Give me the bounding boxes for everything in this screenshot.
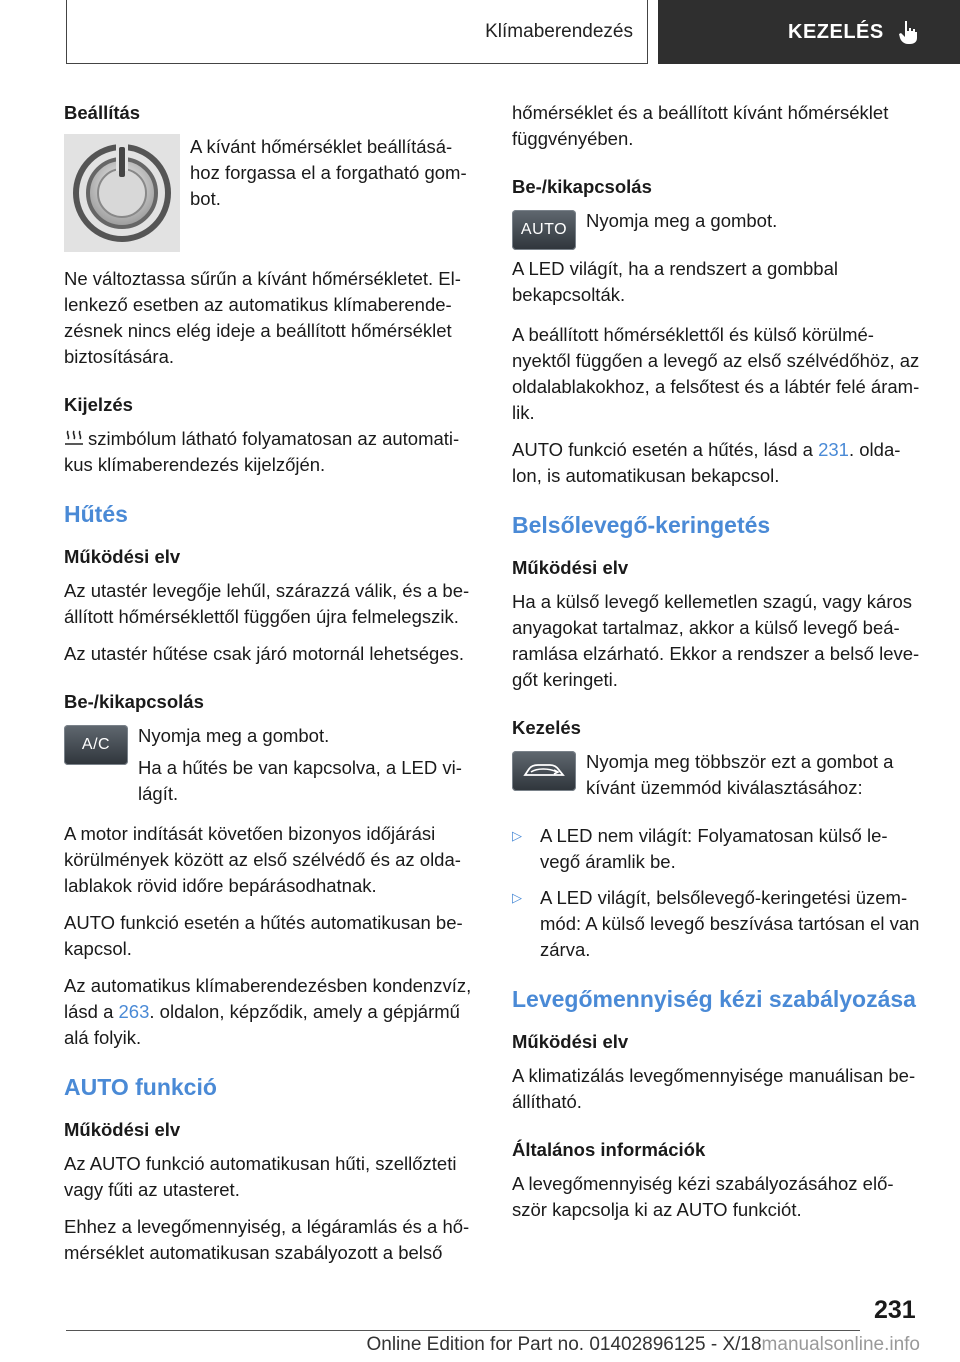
right-column — [512, 100, 926, 1234]
auto-paragraph-2: Ehhez a levegőmennyiség, a légáramlás és a hő-mérséklet automatikusan szabályozott a belső — [64, 1216, 470, 1263]
auto-paragraph-3: hőmérséklet és a beállított kívánt hőmérséklet függvényében. — [512, 102, 889, 149]
cooling-paragraph-3: A motor indítását követően bizonyos időjárási körülmények között az első szélvédő és az olda-lablakok rövid időre bepárásodhatnak. — [64, 823, 461, 896]
heading-principle-manual: Működési elv — [512, 1031, 629, 1052]
auto-p5-b: . olda-lon, is automatikusan bekapcsol. — [512, 439, 901, 486]
manual-paragraph-2: A levegőmennyiség kézi szabályozásához elő-ször kapcsolja ki az AUTO funkciót. — [512, 1173, 894, 1220]
auto-button-icon: AUTO — [512, 210, 576, 250]
auto-paragraph-1: Az AUTO funkció automatikusan hűti, szellőzteti vagy fűti az utasteret. — [64, 1153, 457, 1200]
footer-divider — [66, 1330, 860, 1331]
page-link-231[interactable]: 231 — [818, 439, 849, 460]
pointing-hand-icon — [896, 19, 922, 45]
auto-paragraph-5 — [512, 437, 926, 489]
auto-paragraph-4: A beállított hőmérséklettől és külső körülmé-nyektől függően a levegő az első szélvédőhöz, az oldalablakokhoz, a felsőtest és a lábtér felé áram-lik. — [512, 324, 920, 423]
footer-edition — [366, 1334, 920, 1356]
heading-manual-airflow: Levegőmennyiség kézi szabályozása — [512, 986, 916, 1012]
recirc-bullet-list — [512, 823, 926, 963]
auto-text-1: Nyomja meg a gombot. — [586, 210, 778, 231]
header-section-title: Klímaberendezés — [485, 20, 633, 42]
auto-p5-a: AUTO funkció esetén a hűtés, lásd a — [512, 439, 813, 460]
recirc-paragraph-1: Ha a külső levegő kellemetlen szagú, vagy káros anyagokat tartalmaz, akkor a külső levegő beá-ramlása elzárható. Ekkor a rendszer a belső leve-gőt keringeti. — [512, 591, 920, 690]
cooling-paragraph-4: AUTO funkció esetén a hűtés automatikusan be-kapcsol. — [64, 912, 463, 959]
page-link-263[interactable]: 263 — [118, 1001, 150, 1022]
airflow-symbol-icon — [64, 428, 84, 446]
display-paragraph — [64, 426, 478, 478]
running-header-chapter — [658, 0, 960, 64]
list-item — [512, 885, 926, 963]
heading-principle-cooling: Működési elv — [64, 546, 181, 567]
setting-block — [64, 134, 478, 252]
recirc-text-1: Nyomja meg többször ezt a gombot a kívánt üzemmód kiválasztásához: — [586, 751, 894, 798]
heading-principle-auto: Működési elv — [64, 1119, 181, 1140]
bullet-text: A LED világít, belsőlevegő-keringetési üzem-mód: A külső levegő beszívása tartósan el van zárva. — [540, 887, 920, 960]
setting-paragraph: Ne változtassa sűrűn a kívánt hőmérsékletet. El-lenkező esetben az automatikus klímaberende-zésnek nincs elég ideje a beállított hőmérséklet biztosítására. — [64, 268, 461, 367]
heading-general-info: Általános információk — [512, 1139, 706, 1160]
heading-recirculation: Belsőlevegő-keringetés — [512, 512, 771, 538]
manual-paragraph-1: A klimatizálás levegőmennyisége manuálisan be-állítható. — [512, 1065, 916, 1112]
cooling-paragraph-5 — [64, 973, 478, 1051]
setting-text: A kívánt hőmérséklet beállításá-hoz forgassa el a forgatható gom-bot. — [190, 136, 467, 209]
auto-text-2: A LED világít, ha a rendszert a gombbal bekapcsolták. — [512, 258, 838, 305]
heading-operation: Kezelés — [512, 717, 581, 738]
bullet-text: A LED nem világít: Folyamatosan külső le-vegő áramlik be. — [540, 825, 888, 872]
recirc-block — [512, 749, 926, 807]
cooling-paragraph-1: Az utastér levegője lehűl, szárazzá válik, és a be-állított hőmérséklettől függően újra felmelegszik. — [64, 580, 470, 627]
ac-text-2: Ha a hűtés be van kapcsolva, a LED vi-lágít. — [138, 757, 462, 804]
footer-watermark: manualsonline.info — [761, 1334, 920, 1355]
heading-auto-function: AUTO funkció — [64, 1074, 217, 1100]
heading-onoff-cooling: Be-/kikapcsolás — [64, 691, 204, 712]
running-header-section — [66, 0, 648, 64]
left-column — [64, 100, 478, 1277]
ac-button-icon: A/C — [64, 725, 128, 765]
rotary-knob-icon — [64, 134, 180, 252]
bullet-triangle-icon: ▷ — [512, 890, 522, 905]
cooling-p5-b: . oldalon, képződik, amely a gépjármű alá folyik. — [64, 1001, 460, 1048]
recirculation-car-icon — [512, 751, 576, 791]
heading-cooling: Hűtés — [64, 501, 128, 527]
auto-block — [512, 208, 926, 250]
cooling-p5-a: Az automatikus klímaberendezésben kondenzvíz, lásd a — [64, 975, 472, 1022]
bullet-triangle-icon: ▷ — [512, 828, 522, 843]
heading-display: Kijelzés — [64, 394, 133, 415]
header-chapter-title: KEZELÉS — [788, 20, 884, 43]
list-item — [512, 823, 926, 875]
ac-text-1: Nyomja meg a gombot. — [138, 725, 330, 746]
footer-edition-text: Online Edition for Part no. 01402896125 - X/18 — [366, 1334, 762, 1355]
heading-setting: Beállítás — [64, 102, 141, 123]
heading-onoff-auto: Be-/kikapcsolás — [512, 176, 652, 197]
display-text: szimbólum látható folyamatosan az automati-kus klímaberendezés kijelzőjén. — [64, 428, 460, 475]
heading-principle-recirc: Működési elv — [512, 557, 629, 578]
ac-block — [64, 723, 478, 813]
cooling-paragraph-2: Az utastér hűtése csak járó motornál lehetséges. — [64, 643, 465, 664]
page-number: 231 — [874, 1296, 916, 1324]
